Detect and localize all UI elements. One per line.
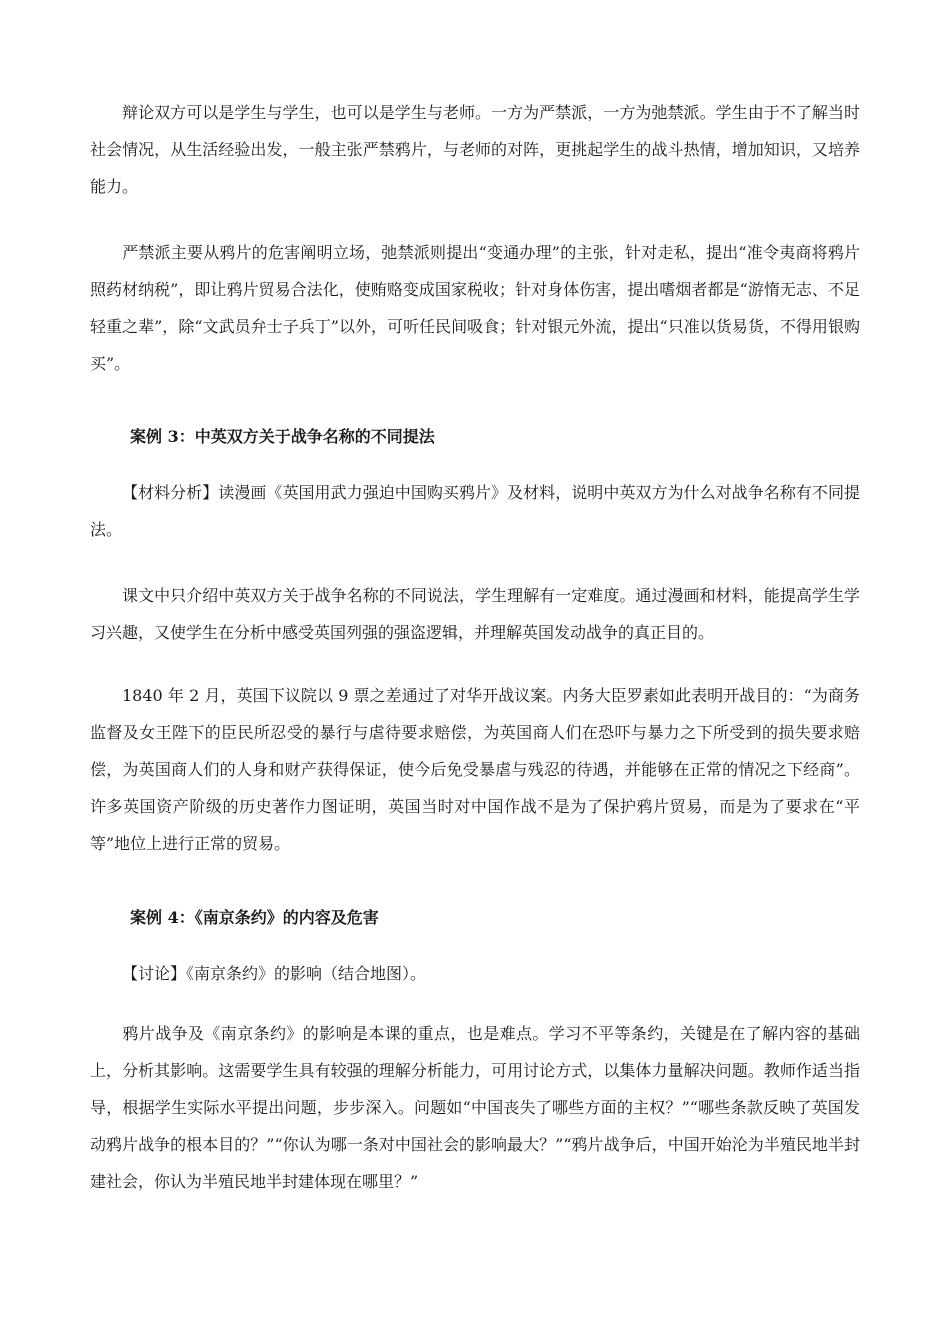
paragraph-material-analysis bbox=[90, 474, 860, 548]
paragraph-text: 辩论双方可以是学生与学生，也可以是学生与老师。一方为严禁派，一方为弛禁派。学生由于不了解当时社会情况，从生活经验出发，一般主张严禁鸦片，与老师的对阵，更挑起学生的战斗热情，增加知识，又培养能力。 bbox=[90, 103, 860, 196]
paragraph-text: 【材料分析】读漫画《英国用武力强迫中国购买鸦片》及材料，说明中英双方为什么对战争名称有不同提法。 bbox=[90, 483, 860, 539]
paragraph-debate-sides bbox=[90, 94, 860, 205]
paragraph-text: 【讨论】《南京条约》的影响（结合地图）。 bbox=[122, 964, 427, 983]
paragraph-strict-vs-relaxed bbox=[90, 234, 860, 382]
paragraph-discussion bbox=[90, 955, 860, 992]
paragraph-text: 鸦片战争及《南京条约》的影响是本课的重点，也是难点。学习不平等条约，关键是在了解内容的基础上，分析其影响。这需要学生具有较强的理解分析能力，可用讨论方式，以集体力量解决问题。教师作适当指导，根据学生实际水平提出问题，步步深入。问题如“中国丧失了哪些方面的主权？”“哪些条款反映了英国发动鸦片战争的根本目的？”“你认为哪一条对中国社会的影响最大？”“鸦片战争后，中国开始沦为半殖民地半封建社会，你认为半殖民地半封建体现在哪里？” bbox=[90, 1024, 860, 1191]
heading-case-4: 案例 4：《南京条约》的内容及危害 bbox=[130, 908, 379, 927]
paragraph-textbook-note bbox=[90, 577, 860, 651]
paragraph-1840-parliament bbox=[90, 677, 860, 862]
paragraph-text: 1840 年 2 月，英国下议院以 9 票之差通过了对华开战议案。内务大臣罗素如此表明开战目的：“为商务监督及女王陛下的臣民所忍受的暴行与虐待要求赔偿，为英国商人们在恐吓与暴力之下所受到的损失要求赔偿，为英国商人们的人身和财产获得保证，使今后免受暴虐与残忍的待遇，并能够在正常的情况之下经商”。许多英国资产阶级的历史著作力图证明，英国当时对中国作战不是为了保护鸦片贸易，而是为了要求在“平等”地位上进行正常的贸易。 bbox=[90, 686, 860, 853]
heading-case-3: 案例 3：中英双方关于战争名称的不同提法 bbox=[130, 427, 435, 446]
paragraph-text: 严禁派主要从鸦片的危害阐明立场，弛禁派则提出“变通办理”的主张，针对走私，提出“准令夷商将鸦片照药材纳税”，即让鸦片贸易合法化，使贿赂变成国家税收；针对身体伤害，提出嗜烟者都是“游惰无志、不足轻重之辈”，除“文武员弁士子兵丁”以外，可听任民间吸食；针对银元外流，提出“只准以货易货，不得用银购买”。 bbox=[90, 243, 860, 373]
paragraph-treaty-impact bbox=[90, 1015, 860, 1200]
paragraph-text: 课文中只介绍中英双方关于战争名称的不同说法，学生理解有一定难度。通过漫画和材料，能提高学生学习兴趣，又使学生在分析中感受英国列强的强盗逻辑，并理解英国发动战争的真正目的。 bbox=[90, 586, 860, 642]
